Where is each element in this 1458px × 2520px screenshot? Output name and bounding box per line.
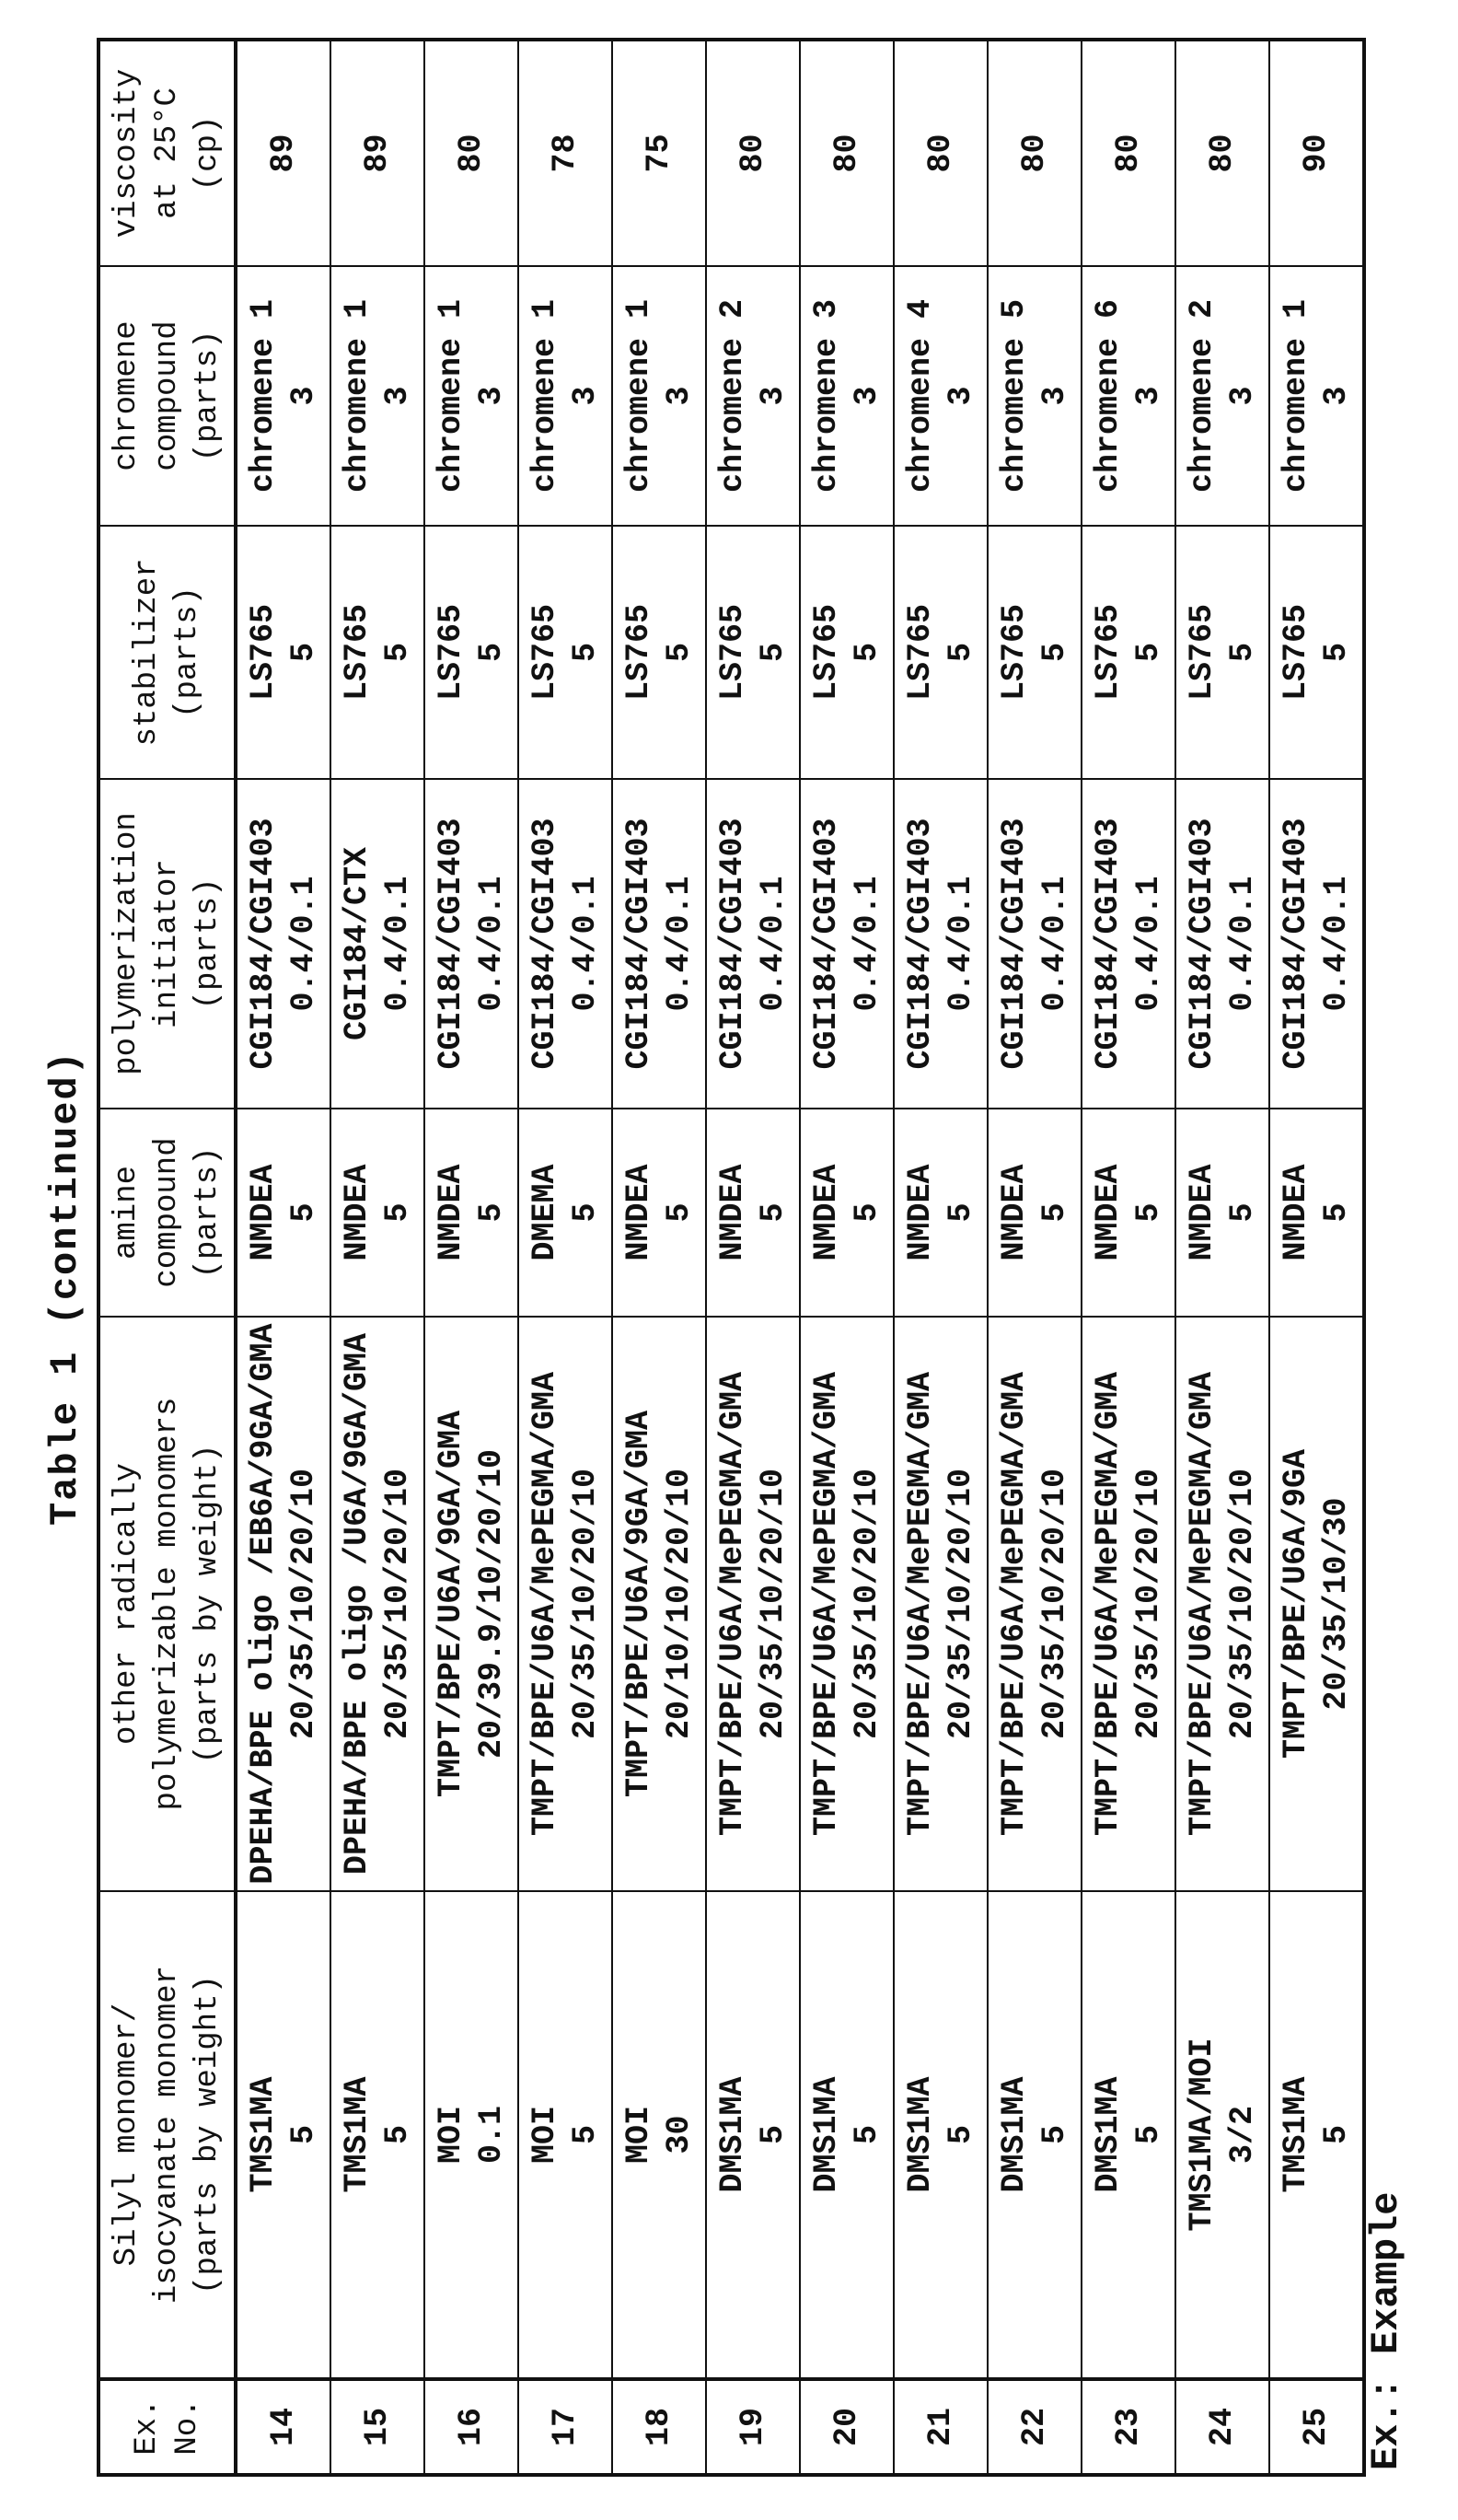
rotated-page — [0, 0, 1458, 2520]
cell-chromene-compound: chromene 1 3 — [1269, 266, 1364, 526]
cell-viscosity: 89 — [236, 40, 330, 266]
cell-other-monomers: TMPT/BPE/U6A/9GA 20/35/10/30 — [1269, 1317, 1364, 1891]
table-row — [1082, 40, 1175, 2475]
cell-silyl-isocyanate-monomer: TMS1MA 5 — [236, 1891, 330, 2379]
cell-amine-compound: NMDEA 5 — [236, 1109, 330, 1317]
cell-other-monomers: TMPT/BPE/U6A/MePEGMA/GMA 20/35/10/20/10 — [518, 1317, 612, 1891]
cell-stabilizer: LS765 5 — [894, 526, 988, 779]
table-row — [330, 40, 424, 2475]
cell-polymerization-initiator: CGI184/CGI403 0.4/0.1 — [424, 779, 518, 1109]
header-stabilizer: stabilizer (parts) — [98, 526, 236, 779]
cell-silyl-isocyanate-monomer: DMS1MA 5 — [894, 1891, 988, 2379]
cell-stabilizer: LS765 5 — [1269, 526, 1364, 779]
header-silyl-isocyanate-monomer: Silyl monomer/ isocyanate monomer (parts by weight) — [98, 1891, 236, 2379]
cell-amine-compound: NMDEA 5 — [800, 1109, 894, 1317]
cell-silyl-isocyanate-monomer: TMS1MA 5 — [1269, 1891, 1364, 2379]
cell-ex-no: 25 — [1269, 2379, 1364, 2475]
cell-other-monomers: TMPT/BPE/U6A/MePEGMA/GMA 20/35/10/20/10 — [1082, 1317, 1175, 1891]
table-row — [612, 40, 706, 2475]
cell-ex-no: 16 — [424, 2379, 518, 2475]
table-row — [988, 40, 1082, 2475]
cell-viscosity: 80 — [1175, 40, 1269, 266]
table-row — [424, 40, 518, 2475]
cell-other-monomers: TMPT/BPE/U6A/MePEGMA/GMA 20/35/10/20/10 — [800, 1317, 894, 1891]
cell-viscosity: 75 — [612, 40, 706, 266]
header-other-monomers: other radically polymerizable monomers (parts by weight) — [98, 1317, 236, 1891]
cell-silyl-isocyanate-monomer: DMS1MA 5 — [800, 1891, 894, 2379]
cell-ex-no: 21 — [894, 2379, 988, 2475]
table-row — [518, 40, 612, 2475]
cell-other-monomers: TMPT/BPE/U6A/9GA/GMA 20/10/10/20/10 — [612, 1317, 706, 1891]
cell-polymerization-initiator: CGI184/CGI403 0.4/0.1 — [612, 779, 706, 1109]
cell-stabilizer: LS765 5 — [1082, 526, 1175, 779]
cell-viscosity: 80 — [988, 40, 1082, 266]
cell-amine-compound: NMDEA 5 — [706, 1109, 800, 1317]
cell-polymerization-initiator: CGI184/CGI403 0.4/0.1 — [236, 779, 330, 1109]
cell-other-monomers: TMPT/BPE/U6A/MePEGMA/GMA 20/35/10/20/10 — [1175, 1317, 1269, 1891]
cell-silyl-isocyanate-monomer: DMS1MA 5 — [1082, 1891, 1175, 2379]
table-title: Table 1 (continued) — [42, 1050, 88, 1526]
cell-amine-compound: NMDEA 5 — [1269, 1109, 1364, 1317]
cell-amine-compound: NMDEA 5 — [612, 1109, 706, 1317]
cell-stabilizer: LS765 5 — [800, 526, 894, 779]
cell-polymerization-initiator: CGI184/CGI403 0.4/0.1 — [706, 779, 800, 1109]
cell-silyl-isocyanate-monomer: DMS1MA 5 — [706, 1891, 800, 2379]
cell-silyl-isocyanate-monomer: TMS1MA/MOI 3/2 — [1175, 1891, 1269, 2379]
cell-polymerization-initiator: CGI184/CGI403 0.4/0.1 — [894, 779, 988, 1109]
table-row — [236, 40, 330, 2475]
cell-viscosity: 80 — [800, 40, 894, 266]
cell-stabilizer: LS765 5 — [424, 526, 518, 779]
cell-polymerization-initiator: CGI184/CTX 0.4/0.1 — [330, 779, 424, 1109]
cell-other-monomers: TMPT/BPE/U6A/MePEGMA/GMA 20/35/10/20/10 — [706, 1317, 800, 1891]
cell-chromene-compound: chromene 1 3 — [330, 266, 424, 526]
cell-polymerization-initiator: CGI184/CGI403 0.4/0.1 — [518, 779, 612, 1109]
cell-polymerization-initiator: CGI184/CGI403 0.4/0.1 — [988, 779, 1082, 1109]
cell-silyl-isocyanate-monomer: MOI 0.1 — [424, 1891, 518, 2379]
cell-ex-no: 17 — [518, 2379, 612, 2475]
cell-stabilizer: LS765 5 — [236, 526, 330, 779]
cell-chromene-compound: chromene 2 3 — [706, 266, 800, 526]
cell-stabilizer: LS765 5 — [330, 526, 424, 779]
footnote: Ex.: Example — [1366, 2192, 1406, 2470]
cell-viscosity: 80 — [1082, 40, 1175, 266]
cell-silyl-isocyanate-monomer: MOI 5 — [518, 1891, 612, 2379]
cell-viscosity: 78 — [518, 40, 612, 266]
cell-other-monomers: TMPT/BPE/U6A/MePEGMA/GMA 20/35/10/20/10 — [988, 1317, 1082, 1891]
cell-stabilizer: LS765 5 — [1175, 526, 1269, 779]
table-row — [800, 40, 894, 2475]
cell-other-monomers: TMPT/BPE/U6A/9GA/GMA 20/39.9/10/20/10 — [424, 1317, 518, 1891]
cell-silyl-isocyanate-monomer: TMS1MA 5 — [330, 1891, 424, 2379]
cell-amine-compound: NMDEA 5 — [988, 1109, 1082, 1317]
table-row — [1269, 40, 1364, 2475]
cell-amine-compound: NMDEA 5 — [894, 1109, 988, 1317]
header-polymerization-initiator: polymerization initiator (parts) — [98, 779, 236, 1109]
cell-ex-no: 19 — [706, 2379, 800, 2475]
cell-chromene-compound: chromene 2 3 — [1175, 266, 1269, 526]
cell-silyl-isocyanate-monomer: MOI 30 — [612, 1891, 706, 2379]
cell-chromene-compound: chromene 6 3 — [1082, 266, 1175, 526]
cell-ex-no: 22 — [988, 2379, 1082, 2475]
cell-chromene-compound: chromene 3 3 — [800, 266, 894, 526]
cell-stabilizer: LS765 5 — [612, 526, 706, 779]
cell-other-monomers: DPEHA/BPE oligo /EB6A/9GA/GMA 20/35/10/20/10 — [236, 1317, 330, 1891]
header-amine-compound: amine compound (parts) — [98, 1109, 236, 1317]
cell-amine-compound: NMDEA 5 — [424, 1109, 518, 1317]
cell-chromene-compound: chromene 1 3 — [612, 266, 706, 526]
table-row — [706, 40, 800, 2475]
header-row — [98, 40, 236, 2475]
cell-viscosity: 80 — [706, 40, 800, 266]
cell-polymerization-initiator: CGI184/CGI403 0.4/0.1 — [800, 779, 894, 1109]
header-viscosity: viscosity at 25°C (cp) — [98, 40, 236, 266]
cell-viscosity: 90 — [1269, 40, 1364, 266]
cell-stabilizer: LS765 5 — [706, 526, 800, 779]
cell-ex-no: 23 — [1082, 2379, 1175, 2475]
cell-ex-no: 20 — [800, 2379, 894, 2475]
cell-viscosity: 80 — [424, 40, 518, 266]
cell-ex-no: 15 — [330, 2379, 424, 2475]
cell-other-monomers: DPEHA/BPE oligo /U6A/9GA/GMA 20/35/10/20/10 — [330, 1317, 424, 1891]
header-ex-no: Ex. No. — [98, 2379, 236, 2475]
cell-chromene-compound: chromene 5 3 — [988, 266, 1082, 526]
cell-polymerization-initiator: CGI184/CGI403 0.4/0.1 — [1082, 779, 1175, 1109]
cell-polymerization-initiator: CGI184/CGI403 0.4/0.1 — [1175, 779, 1269, 1109]
cell-ex-no: 14 — [236, 2379, 330, 2475]
header-chromene-compound: chromene compound (parts) — [98, 266, 236, 526]
cell-amine-compound: DMEMA 5 — [518, 1109, 612, 1317]
cell-chromene-compound: chromene 4 3 — [894, 266, 988, 526]
table-row — [894, 40, 988, 2475]
cell-silyl-isocyanate-monomer: DMS1MA 5 — [988, 1891, 1082, 2379]
cell-stabilizer: LS765 5 — [518, 526, 612, 779]
cell-polymerization-initiator: CGI184/CGI403 0.4/0.1 — [1269, 779, 1364, 1109]
cell-amine-compound: NMDEA 5 — [1175, 1109, 1269, 1317]
cell-chromene-compound: chromene 1 3 — [424, 266, 518, 526]
cell-viscosity: 80 — [894, 40, 988, 266]
cell-ex-no: 18 — [612, 2379, 706, 2475]
cell-chromene-compound: chromene 1 3 — [236, 266, 330, 526]
data-table — [97, 38, 1366, 2477]
cell-amine-compound: NMDEA 5 — [1082, 1109, 1175, 1317]
cell-stabilizer: LS765 5 — [988, 526, 1082, 779]
cell-viscosity: 89 — [330, 40, 424, 266]
cell-chromene-compound: chromene 1 3 — [518, 266, 612, 526]
table-row — [1175, 40, 1269, 2475]
cell-amine-compound: NMDEA 5 — [330, 1109, 424, 1317]
cell-other-monomers: TMPT/BPE/U6A/MePEGMA/GMA 20/35/10/20/10 — [894, 1317, 988, 1891]
cell-ex-no: 24 — [1175, 2379, 1269, 2475]
